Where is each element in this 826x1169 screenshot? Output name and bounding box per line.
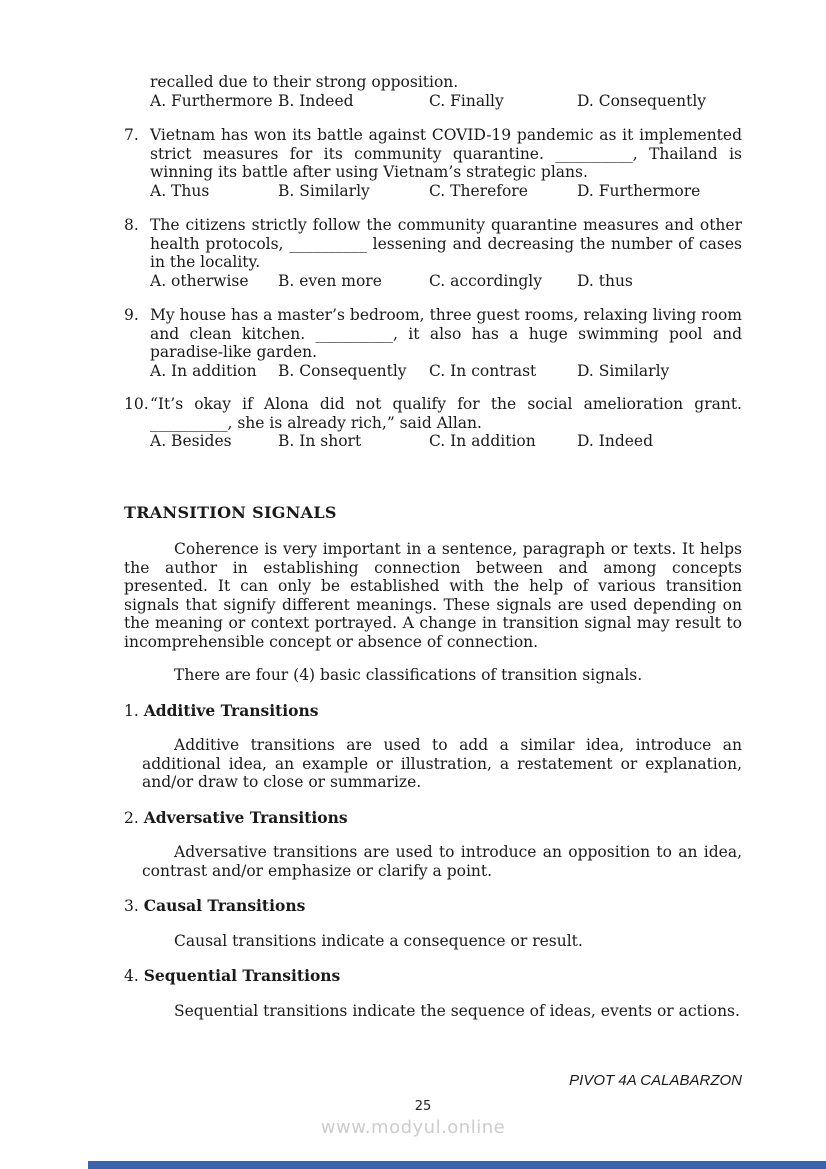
question-6-partial: [124, 73, 742, 110]
option-d: D. Indeed: [577, 432, 654, 450]
option-c: C. accordingly: [429, 271, 543, 290]
question-9: [124, 306, 742, 380]
option-a: A. Besides: [150, 432, 232, 450]
option-d: D. Furthermore: [577, 181, 701, 200]
section-number: 2.: [124, 808, 139, 827]
page-number: 25: [414, 1099, 432, 1114]
question-8: [124, 216, 742, 290]
option-b: B. In short: [278, 432, 362, 450]
option-d: D. thus: [577, 271, 633, 290]
section-title: Adversative Transitions: [143, 807, 348, 827]
section-2-heading: [124, 809, 742, 828]
footer-accent-bar: [88, 1161, 826, 1169]
section-number: 4.: [124, 967, 139, 985]
option-a: A. otherwise: [150, 271, 249, 290]
question-text: recalled due to their strong opposition.: [150, 73, 459, 91]
question-number: 7.: [124, 126, 139, 144]
section-3-heading: [124, 897, 742, 916]
option-b: B. even more: [278, 271, 382, 290]
option-b: B. Similarly: [278, 181, 370, 200]
question-text: Vietnam has won its battle against COVID-19 pandemic as it implemented strict measures for its community quarantine. __________, Thailand is winning its battle after using Vietnam’s strategic plans.: [150, 126, 742, 181]
option-c: C. In addition: [429, 432, 536, 450]
option-c: C. Therefore: [429, 181, 528, 200]
section-4-body: Sequential transitions indicate the sequence of ideas, events or actions.: [174, 1001, 740, 1020]
section-1-heading: [124, 702, 742, 721]
options-row: [150, 92, 742, 111]
question-number: 8.: [124, 216, 139, 234]
option-c: C. Finally: [429, 91, 504, 110]
question-text: “It’s okay if Alona did not qualify for the social amelioration grant. __________, she is already rich,” said Allan.: [150, 395, 742, 432]
article-heading: TRANSITION SIGNALS: [124, 502, 337, 522]
intro-paragraph: Coherence is very important in a sentence, paragraph or texts. It helps the author in establishing connection between and among concepts presented. It can only be established with the help of various transition signals that signify different meanings. These signals are used depending on the meaning or context portrayed. A change in transition signal may result to incomprehensible concept or absence of connection.: [124, 540, 742, 651]
options-row: [150, 432, 742, 451]
option-a: A. Furthermore: [150, 91, 273, 110]
page-content: [0, 73, 826, 1037]
options-row: [150, 182, 742, 201]
options-row: [150, 362, 742, 381]
question-number: 10.: [124, 395, 149, 413]
section-title: Causal Transitions: [143, 896, 306, 915]
watermark-text: www.modyul.online: [320, 1117, 506, 1138]
question-10: [124, 395, 742, 451]
attribution-text: PIVOT 4A CALABARZON: [569, 1072, 742, 1089]
lead-line: There are four (4) basic classifications of transition signals.: [174, 666, 643, 684]
section-1-body: Additive transitions are used to add a similar idea, introduce an additional idea, an example or illustration, a restatement or explanation, and/or draw to close or summarize.: [142, 736, 742, 791]
question-number: 9.: [124, 306, 139, 324]
question-7: [124, 126, 742, 200]
section-3-body: Causal transitions indicate a consequence or result.: [174, 931, 583, 950]
question-text: My house has a master’s bedroom, three guest rooms, relaxing living room and clean kitchen. __________, it also has a huge swimming pool and paradise-like garden.: [150, 306, 742, 361]
option-d: D. Consequently: [577, 91, 707, 110]
section-title: Sequential Transitions: [143, 966, 341, 985]
section-number: 1.: [124, 701, 139, 720]
option-d: D. Similarly: [577, 361, 670, 380]
option-a: A. Thus: [150, 181, 210, 200]
option-c: C. In contrast: [429, 361, 537, 380]
section-title: Additive Transitions: [143, 700, 319, 720]
question-text: The citizens strictly follow the community quarantine measures and other health protocols, __________ lessening and decreasing the number of cases in the locality.: [150, 216, 742, 271]
option-a: A. In addition: [150, 361, 257, 380]
option-b: B. Indeed: [278, 91, 354, 110]
section-number: 3.: [124, 897, 139, 915]
section-2-body: Adversative transitions are used to introduce an opposition to an idea, contrast and/or emphasize or clarify a point.: [142, 843, 742, 880]
options-row: [150, 272, 742, 291]
section-4-heading: [124, 967, 742, 986]
option-b: B. Consequently: [278, 361, 407, 380]
